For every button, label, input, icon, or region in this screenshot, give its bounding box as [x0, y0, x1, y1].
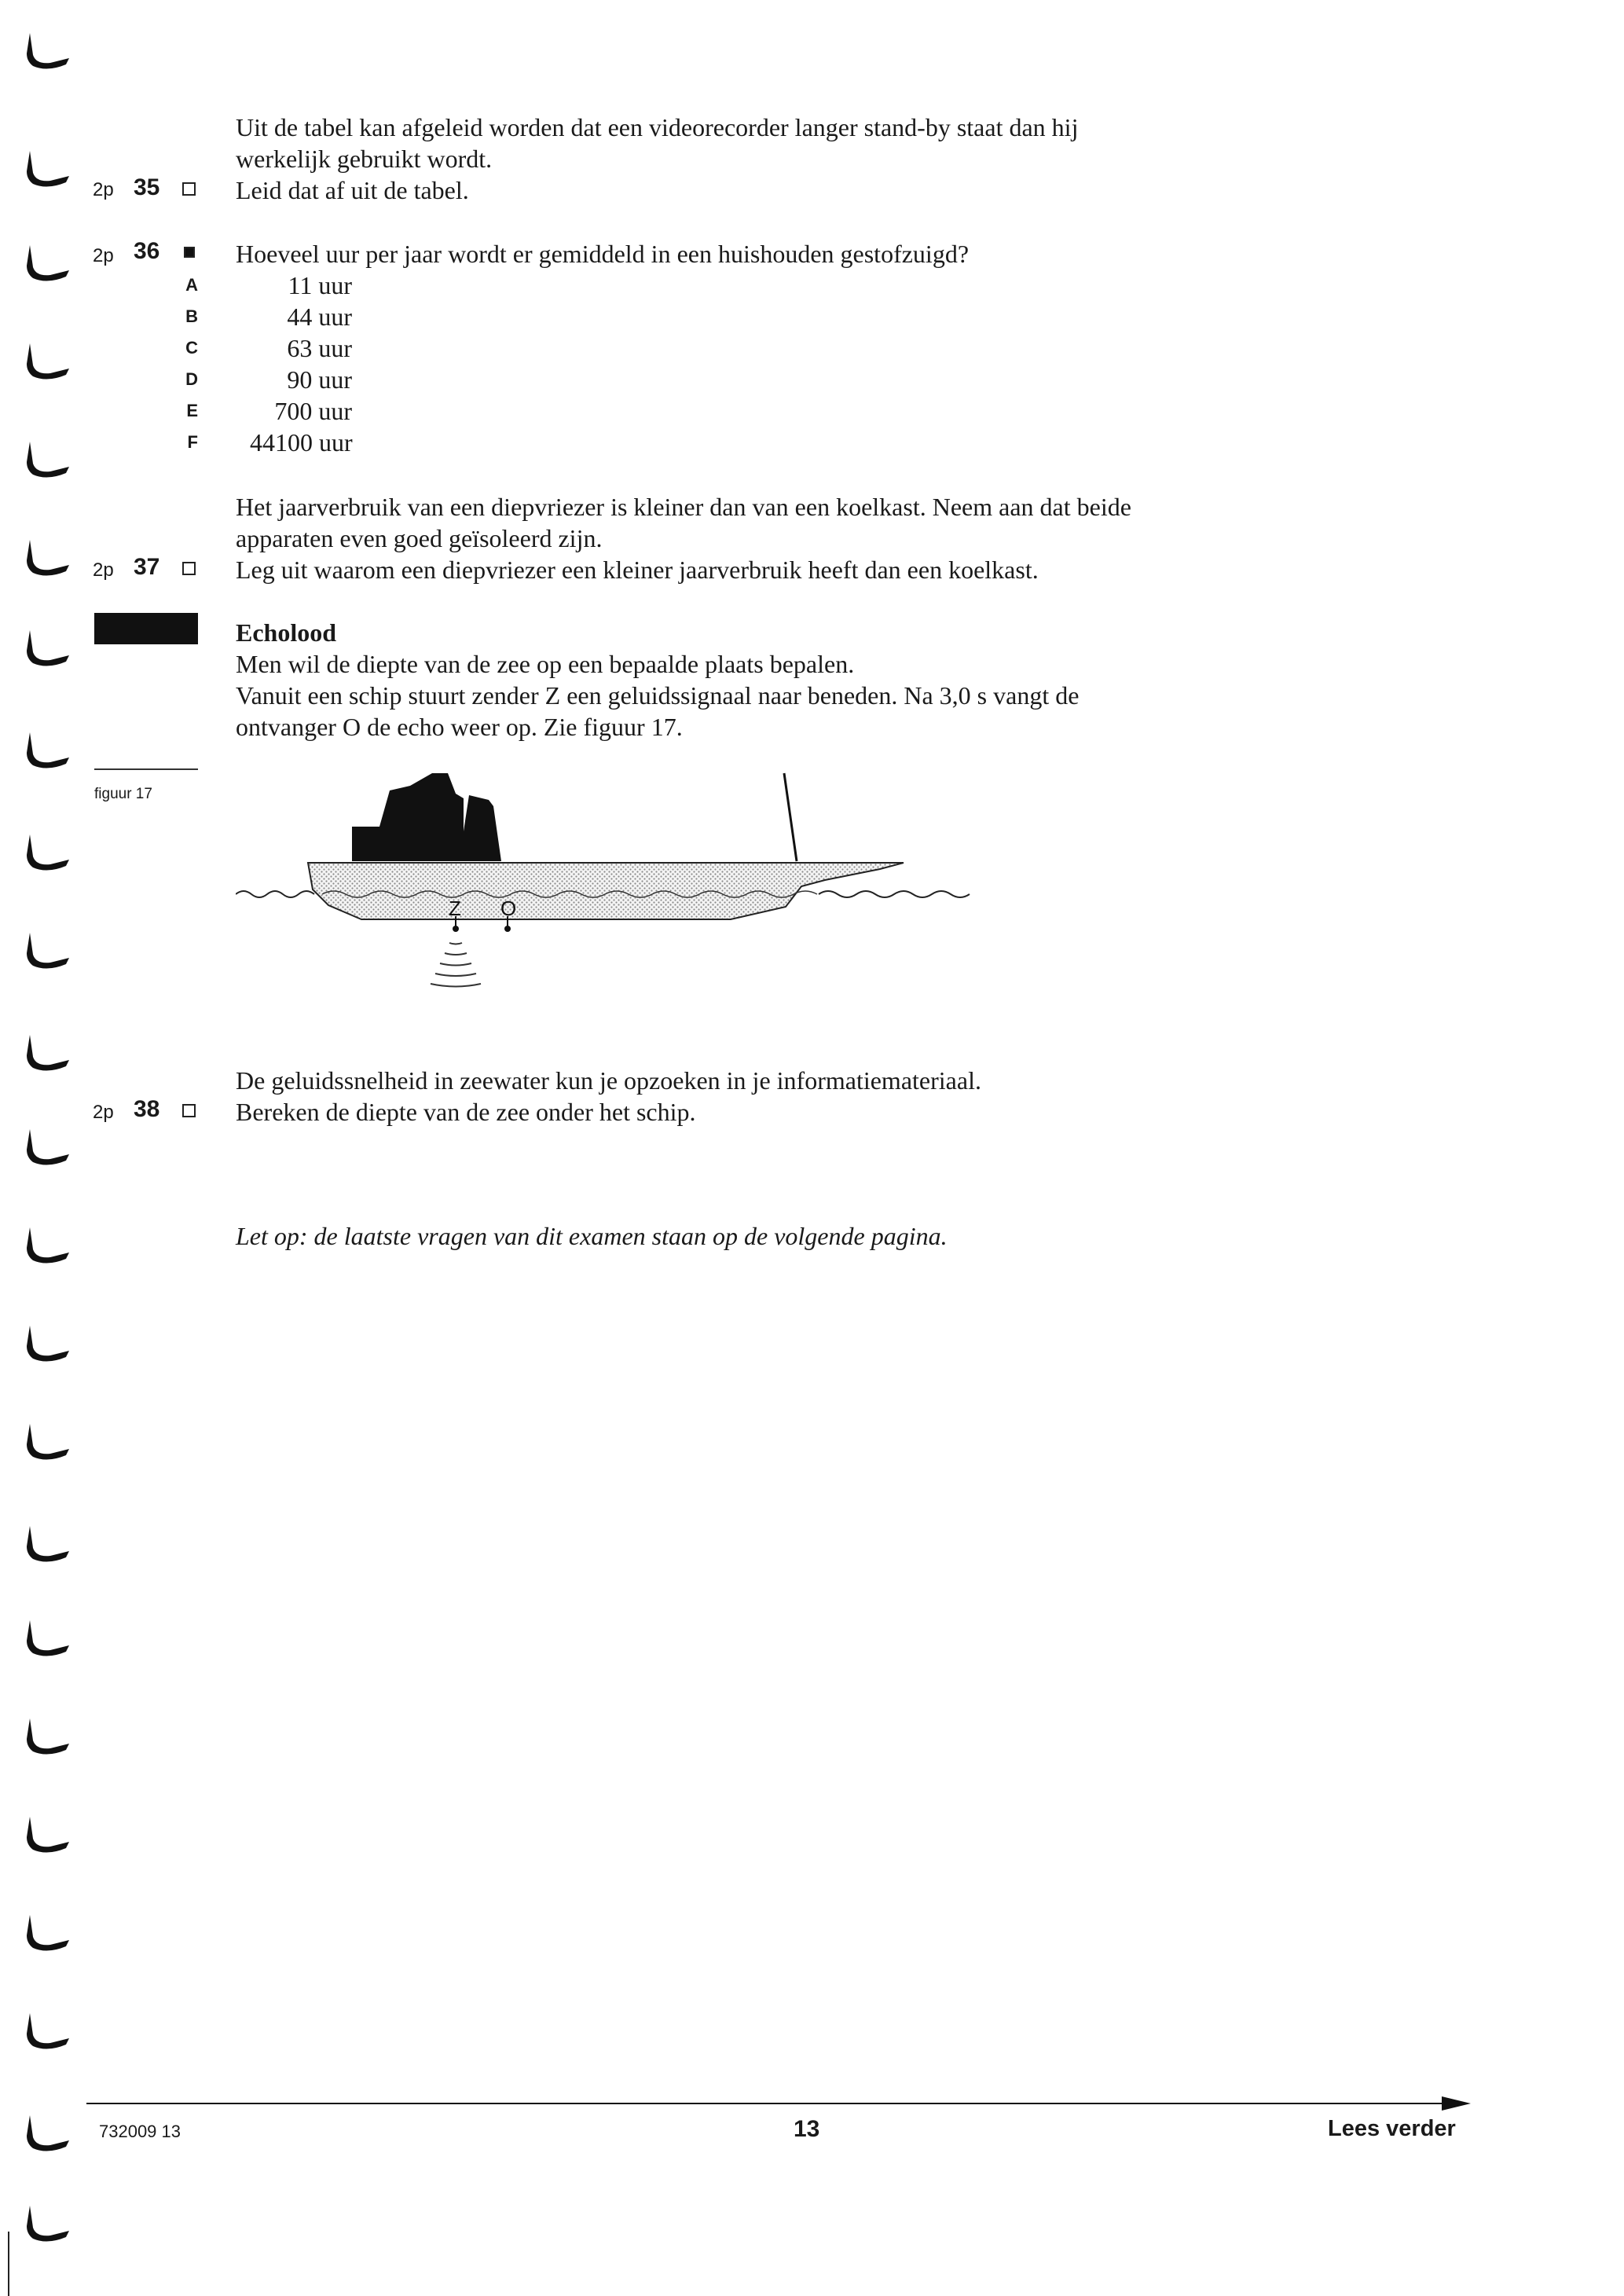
q36-text: Hoeveel uur per jaar wordt er gemiddeld in een huishouden gestofzuigd? [236, 240, 970, 268]
sound-waves [431, 943, 481, 987]
q37-number: 37 [134, 554, 160, 580]
q36-option-letter: B [185, 306, 198, 326]
q36-option-value: 11 uur [288, 271, 352, 299]
binding-hook-icon [24, 538, 79, 578]
q36-option-letter: A [185, 275, 198, 295]
figure-caption: figuur 17 [94, 786, 152, 802]
binding-hook-icon [24, 1717, 79, 1756]
caption-rule [94, 768, 198, 770]
ship-mast [784, 773, 797, 861]
binding-hook-icon [24, 1324, 79, 1363]
receiver-o-dot [504, 926, 511, 932]
q36-option-value: 700 uur [274, 397, 352, 425]
q37-text: Leg uit waarom een diepvriezer een kleiner jaarverbruik heeft dan een koelkast. [236, 556, 1039, 584]
section-title: Echolood [236, 618, 337, 647]
footer-code: 732009 13 [99, 2122, 181, 2141]
q36-points: 2p [93, 245, 114, 266]
binding-hook-icon [24, 1524, 79, 1564]
section-line-1: Men wil de diepte van de zee op een bepaalde plaats bepalen. [236, 650, 855, 678]
intro-37-line-1: Het jaarverbruik van een diepvriezer is kleiner dan van een koelkast. Neem aan dat beide [236, 493, 1131, 521]
binding-hook-icon [24, 629, 79, 668]
intro-37-line-2: apparaten even goed geïsoleerd zijn. [236, 524, 603, 552]
binding-hook-icon [24, 149, 79, 189]
q37-checkbox[interactable] [182, 562, 196, 575]
binding-hook-icon [24, 1815, 79, 1854]
binding-hook-icon [24, 342, 79, 381]
section-line-2: Vanuit een schip stuurt zender Z een geluidssignaal naar beneden. Na 3,0 s vangt de [236, 681, 1080, 710]
ship-superstructure [352, 773, 501, 861]
q36-option-value: 44 uur [287, 303, 352, 331]
binding-hook-icon [24, 1033, 79, 1073]
binding-hook-icon [24, 731, 79, 770]
label-o: O [500, 897, 517, 920]
exam-note: Let op: de laatste vragen van dit examen staan op de volgende pagina. [236, 1222, 948, 1250]
q35-number: 35 [134, 174, 160, 200]
q35-checkbox[interactable] [182, 182, 196, 196]
binding-hook-icon [24, 1422, 79, 1462]
q38-text: Bereken de diepte van de zee onder het schip. [236, 1098, 696, 1126]
binding-hook-icon [24, 244, 79, 283]
q36-number: 36 [134, 238, 160, 264]
q35-text: Leid dat af uit de tabel. [236, 176, 469, 204]
section-line-3: ontvanger O de echo weer op. Zie figuur 17. [236, 713, 683, 741]
water-surface-right [819, 891, 970, 897]
continue-label: Lees verder [1328, 2116, 1456, 2141]
q36-option-letter: C [185, 338, 198, 358]
q36-option-letter: E [186, 401, 198, 420]
q36-marker [184, 247, 195, 258]
q35-points: 2p [93, 179, 114, 200]
binding-hook-icon [24, 1619, 79, 1658]
q37-points: 2p [93, 559, 114, 581]
q38-points: 2p [93, 1102, 114, 1123]
label-z: Z [449, 897, 461, 920]
binding-hook-icon [24, 1226, 79, 1265]
q36-option-letter: F [187, 432, 198, 452]
transmitter-z-dot [453, 926, 459, 932]
intro-35-line-1: Uit de tabel kan afgeleid worden dat een videorecorder langer stand-by staat dan hij [236, 113, 1079, 141]
water-surface-left [236, 891, 314, 897]
binding-hook-icon [24, 2012, 79, 2051]
binding-hook-icon [24, 833, 79, 872]
binding-hook-icon [24, 931, 79, 970]
ship-hull [308, 863, 904, 919]
page-number: 13 [794, 2116, 820, 2142]
binding-hook-icon [24, 31, 79, 71]
section-bar [94, 613, 198, 644]
q38-checkbox[interactable] [182, 1104, 196, 1117]
q36-option-value: 90 uur [287, 365, 352, 394]
binding-hook-icon [24, 1913, 79, 1953]
ship-figure [236, 762, 990, 1029]
footer-arrow-rule [86, 2092, 1477, 2115]
intro-38: De geluidssnelheid in zeewater kun je opzoeken in je informatiemateriaal. [236, 1066, 981, 1095]
intro-35-line-2: werkelijk gebruikt wordt. [236, 145, 493, 173]
binding-hook-icon [24, 440, 79, 479]
binding-hook-icon [24, 1128, 79, 1167]
q36-option-value: 44100 uur [250, 428, 353, 457]
q36-option-letter: D [185, 369, 198, 389]
q38-number: 38 [134, 1096, 160, 1122]
binding-hook-icon [24, 2114, 79, 2153]
binding-edge [8, 2232, 9, 2296]
q36-option-value: 63 uur [287, 334, 352, 362]
binding-hook-icon [24, 2204, 79, 2243]
